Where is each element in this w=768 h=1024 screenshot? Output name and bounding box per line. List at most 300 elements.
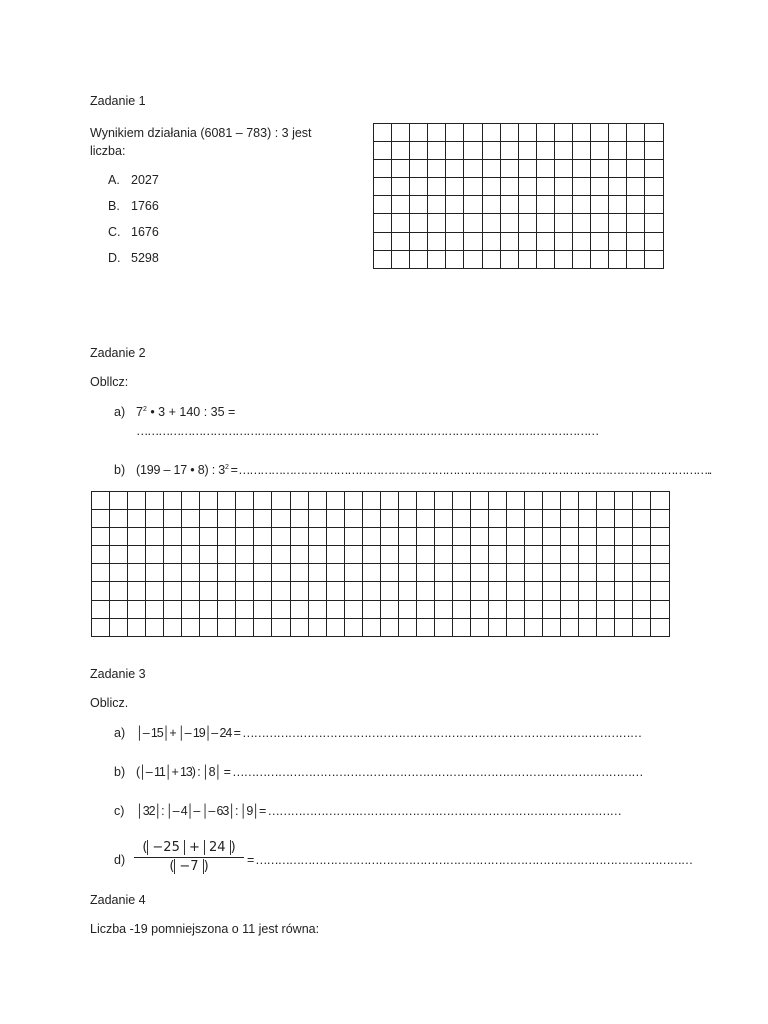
task3-item-c-expression: │32│: │– 4│– │– 63│: │9│= …………………………………………………………………………………: [136, 804, 621, 818]
grid-cell: [110, 564, 128, 582]
grid-cell: [236, 546, 254, 564]
grid-cell: [579, 510, 597, 528]
grid-cell: [645, 160, 663, 178]
grid-cell: [428, 142, 446, 160]
grid-cell: [597, 618, 615, 636]
grid-cell: [374, 160, 392, 178]
grid-cell: [615, 564, 633, 582]
task2-item-a-expression: [136, 405, 235, 419]
grid-cell: [344, 546, 362, 564]
grid-cell: [579, 546, 597, 564]
grid-cell: [410, 178, 428, 196]
grid-cell: [236, 510, 254, 528]
task4-title: Zadanie 4: [90, 893, 146, 907]
grid-cell: [609, 196, 627, 214]
grid-cell: [579, 582, 597, 600]
grid-cell: [182, 492, 200, 510]
grid-cell: [128, 618, 146, 636]
grid-cell: [290, 564, 308, 582]
grid-cell: [164, 618, 182, 636]
grid-cell: [182, 510, 200, 528]
grid-cell: [398, 618, 416, 636]
grid-cell: [110, 618, 128, 636]
grid-cell: [374, 250, 392, 268]
grid-cell: [254, 492, 272, 510]
fraction-numerator: [134, 840, 244, 858]
grid-cell: [627, 232, 645, 250]
grid-cell: [434, 564, 452, 582]
grid-cell: [507, 510, 525, 528]
grid-cell: [464, 196, 482, 214]
grid-cell: [615, 618, 633, 636]
grid-cell: [536, 142, 554, 160]
option-value-d: 5298: [131, 251, 159, 265]
grid-cell: [579, 528, 597, 546]
grid-cell: [218, 546, 236, 564]
grid-cell: [507, 618, 525, 636]
grid-cell: [362, 492, 380, 510]
grid-cell: [536, 232, 554, 250]
task1-question-line2: liczba:: [90, 144, 126, 158]
grid-cell: [110, 492, 128, 510]
grid-cell: [615, 582, 633, 600]
grid-cell: [344, 600, 362, 618]
task2-b-text: (199 – 17 • 8) : 3: [136, 463, 226, 477]
grid-cell: [591, 178, 609, 196]
grid-cell: [525, 618, 543, 636]
paren-open: (: [169, 859, 175, 874]
grid-cell: [500, 214, 518, 232]
grid-cell: [392, 232, 410, 250]
grid-cell: [645, 178, 663, 196]
grid-cell: [633, 564, 651, 582]
grid-cell: [525, 510, 543, 528]
grid-cell: [362, 600, 380, 618]
grid-cell: [416, 600, 434, 618]
grid-cell: [470, 582, 488, 600]
grid-cell: [482, 124, 500, 142]
grid-cell: [489, 564, 507, 582]
grid-cell: [446, 160, 464, 178]
grid-cell: [380, 564, 398, 582]
grid-cell: [128, 528, 146, 546]
grid-cell: [573, 178, 591, 196]
grid-cell: [518, 178, 536, 196]
grid-cell: [398, 510, 416, 528]
grid-cell: [326, 618, 344, 636]
grid-cell: [518, 232, 536, 250]
option-value-b: 1766: [131, 199, 159, 213]
grid-cell: [308, 582, 326, 600]
grid-cell: [633, 618, 651, 636]
grid-cell: [392, 160, 410, 178]
grid-cell: [482, 178, 500, 196]
grid-cell: [536, 214, 554, 232]
grid-cell: [434, 546, 452, 564]
abs-value-a: −25: [147, 840, 184, 855]
grid-cell: [110, 510, 128, 528]
grid-cell: [344, 582, 362, 600]
grid-cell: [543, 492, 561, 510]
grid-cell: [489, 618, 507, 636]
grid-cell: [500, 232, 518, 250]
grid-cell: [398, 600, 416, 618]
grid-cell: [633, 528, 651, 546]
grid-cell: [500, 160, 518, 178]
grid-cell: [236, 600, 254, 618]
grid-cell: [482, 232, 500, 250]
grid-cell: [579, 492, 597, 510]
grid-cell: [446, 250, 464, 268]
grid-cell: [500, 196, 518, 214]
grid-cell: [543, 528, 561, 546]
grid-cell: [182, 600, 200, 618]
grid-cell: [518, 124, 536, 142]
grid-cell: [597, 546, 615, 564]
grid-cell: [146, 546, 164, 564]
grid-cell: [416, 528, 434, 546]
grid-cell: [146, 510, 164, 528]
grid-cell: [392, 214, 410, 232]
grid-cell: [627, 178, 645, 196]
grid-cell: [482, 250, 500, 268]
grid-cell: [633, 582, 651, 600]
grid-cell: [452, 528, 470, 546]
grid-cell: [573, 214, 591, 232]
option-letter-a: A.: [108, 173, 120, 187]
grid-cell: [146, 528, 164, 546]
grid-cell: [410, 196, 428, 214]
grid-cell: [597, 564, 615, 582]
grid-cell: [651, 528, 669, 546]
grid-cell: [446, 142, 464, 160]
grid-cell: [609, 214, 627, 232]
grid-cell: [182, 582, 200, 600]
grid-cell: [344, 510, 362, 528]
grid-cell: [525, 528, 543, 546]
grid-cell: [554, 142, 572, 160]
grid-cell: [380, 492, 398, 510]
grid-cell: [398, 582, 416, 600]
grid-cell: [470, 618, 488, 636]
grid-cell: [489, 492, 507, 510]
task3-item-a-label: a): [114, 726, 126, 740]
grid-cell: [272, 564, 290, 582]
grid-cell: [609, 178, 627, 196]
task1-title: Zadanie 1: [90, 94, 146, 108]
grid-cell: [536, 160, 554, 178]
grid-cell: [615, 510, 633, 528]
grid-cell: [543, 582, 561, 600]
grid-cell: [446, 178, 464, 196]
grid-cell: [236, 492, 254, 510]
grid-cell: [518, 142, 536, 160]
grid-cell: [543, 546, 561, 564]
grid-cell: [525, 600, 543, 618]
grid-cell: [428, 250, 446, 268]
grid-cell: [489, 546, 507, 564]
grid-cell: [536, 250, 554, 268]
grid-cell: [428, 160, 446, 178]
grid-cell: [645, 214, 663, 232]
grid-cell: [182, 564, 200, 582]
grid-cell: [218, 618, 236, 636]
grid-cell: [308, 546, 326, 564]
grid-cell: [482, 196, 500, 214]
task3-item-a-expression: │– 15│+ │– 19│– 24 = ……………………………………………………………………………………………: [136, 726, 642, 740]
grid-cell: [597, 492, 615, 510]
grid-cell: [110, 582, 128, 600]
grid-cell: [428, 124, 446, 142]
grid-cell: [128, 492, 146, 510]
grid-cell: [128, 510, 146, 528]
grid-cell: [573, 196, 591, 214]
grid-cell: [326, 564, 344, 582]
task2-item-b-label: b): [114, 463, 126, 477]
grid-cell: [446, 124, 464, 142]
grid-cell: [410, 232, 428, 250]
grid-cell: [308, 618, 326, 636]
task2-answer-grid: [91, 491, 670, 637]
grid-cell: [554, 124, 572, 142]
grid-cell: [633, 492, 651, 510]
grid-cell: [254, 600, 272, 618]
grid-cell: [543, 510, 561, 528]
grid-cell: [536, 196, 554, 214]
grid-cell: [525, 564, 543, 582]
grid-cell: [200, 564, 218, 582]
grid-cell: [579, 600, 597, 618]
grid-cell: [200, 528, 218, 546]
grid-cell: [554, 196, 572, 214]
grid-cell: [146, 492, 164, 510]
grid-cell: [146, 600, 164, 618]
task3-item-c-label: c): [114, 804, 125, 818]
grid-cell: [428, 178, 446, 196]
grid-cell: [470, 528, 488, 546]
grid-cell: [308, 528, 326, 546]
grid-cell: [452, 600, 470, 618]
grid-cell: [561, 564, 579, 582]
grid-cell: [536, 178, 554, 196]
task3-item-d-label: d): [114, 853, 126, 867]
grid-cell: [398, 564, 416, 582]
grid-cell: [398, 546, 416, 564]
paren-open: (: [142, 840, 148, 855]
grid-cell: [597, 528, 615, 546]
grid-cell: [500, 142, 518, 160]
task1-question-line1: Wynikiem działania (6081 – 783) : 3 jest: [90, 126, 312, 140]
grid-cell: [500, 250, 518, 268]
grid-cell: [164, 528, 182, 546]
grid-cell: [374, 214, 392, 232]
grid-cell: [518, 250, 536, 268]
grid-cell: [651, 582, 669, 600]
grid-cell: [410, 250, 428, 268]
task4-question: Liczba -19 pomniejszona o 11 jest równa:: [90, 922, 320, 936]
grid-cell: [507, 546, 525, 564]
grid-cell: [609, 160, 627, 178]
grid-cell: [254, 582, 272, 600]
grid-cell: [627, 196, 645, 214]
grid-cell: [92, 618, 110, 636]
grid-cell: [645, 196, 663, 214]
grid-cell: [128, 564, 146, 582]
grid-cell: [627, 142, 645, 160]
grid-cell: [416, 582, 434, 600]
grid-cell: [164, 564, 182, 582]
grid-cell: [200, 600, 218, 618]
grid-cell: [573, 250, 591, 268]
grid-cell: [591, 214, 609, 232]
grid-cell: [146, 564, 164, 582]
grid-cell: [591, 124, 609, 142]
paren-close: ): [230, 840, 236, 855]
grid-cell: [164, 546, 182, 564]
grid-cell: [489, 600, 507, 618]
grid-cell: [507, 564, 525, 582]
grid-cell: [609, 250, 627, 268]
grid-cell: [489, 582, 507, 600]
grid-cell: [554, 160, 572, 178]
grid-cell: [452, 510, 470, 528]
grid-cell: [645, 142, 663, 160]
grid-cell: [374, 178, 392, 196]
grid-cell: [470, 564, 488, 582]
grid-cell: [543, 618, 561, 636]
grid-cell: [164, 510, 182, 528]
grid-cell: [128, 600, 146, 618]
grid-cell: [561, 492, 579, 510]
grid-cell: [651, 492, 669, 510]
grid-cell: [525, 492, 543, 510]
option-letter-d: D.: [108, 251, 121, 265]
grid-cell: [507, 492, 525, 510]
grid-cell: [591, 232, 609, 250]
grid-cell: [525, 546, 543, 564]
grid-cell: [128, 546, 146, 564]
grid-cell: [128, 582, 146, 600]
grid-cell: [597, 510, 615, 528]
grid-cell: [290, 510, 308, 528]
grid-cell: [308, 492, 326, 510]
grid-cell: [254, 618, 272, 636]
grid-cell: [218, 564, 236, 582]
grid-cell: [573, 124, 591, 142]
grid-cell: [218, 582, 236, 600]
grid-cell: [308, 510, 326, 528]
grid-cell: [380, 546, 398, 564]
task3-item-b-expression: (│– 11│+ 13) : │8│ = ………………………………………………………………………………………………: [136, 765, 643, 779]
grid-cell: [344, 492, 362, 510]
grid-cell: [651, 618, 669, 636]
grid-cell: [410, 214, 428, 232]
grid-cell: [615, 600, 633, 618]
grid-cell: [374, 142, 392, 160]
grid-cell: [272, 618, 290, 636]
grid-cell: [362, 546, 380, 564]
grid-cell: [326, 492, 344, 510]
grid-cell: [416, 618, 434, 636]
grid-cell: [200, 618, 218, 636]
grid-cell: [416, 564, 434, 582]
grid-cell: [518, 196, 536, 214]
grid-cell: [627, 124, 645, 142]
task2-item-a-label: a): [114, 405, 126, 419]
option-value-a: 2027: [131, 173, 159, 187]
grid-cell: [464, 160, 482, 178]
grid-cell: [344, 618, 362, 636]
abs-value-c: −7: [174, 859, 203, 874]
grid-cell: [561, 600, 579, 618]
grid-cell: [507, 600, 525, 618]
grid-cell: [452, 582, 470, 600]
fraction-denominator: [134, 858, 244, 874]
grid-cell: [434, 618, 452, 636]
grid-cell: [110, 600, 128, 618]
grid-cell: [110, 528, 128, 546]
grid-cell: [482, 214, 500, 232]
grid-cell: [410, 142, 428, 160]
grid-cell: [92, 510, 110, 528]
grid-cell: [434, 582, 452, 600]
grid-cell: [500, 178, 518, 196]
grid-cell: [573, 142, 591, 160]
grid-cell: [627, 160, 645, 178]
grid-cell: [416, 492, 434, 510]
task3-item-d-answer-line: = ………………………………………………………………………………………………………: [247, 853, 692, 867]
grid-cell: [470, 492, 488, 510]
grid-cell: [272, 600, 290, 618]
grid-cell: [290, 618, 308, 636]
grid-cell: [651, 546, 669, 564]
option-letter-b: B.: [108, 199, 120, 213]
grid-cell: [573, 232, 591, 250]
grid-cell: [482, 142, 500, 160]
grid-cell: [518, 160, 536, 178]
grid-cell: [579, 618, 597, 636]
grid-cell: [290, 582, 308, 600]
grid-cell: [428, 214, 446, 232]
grid-cell: [452, 492, 470, 510]
grid-cell: [272, 582, 290, 600]
task3-item-b-label: b): [114, 765, 126, 779]
task2-title: Zadanie 2: [90, 346, 146, 360]
grid-cell: [92, 546, 110, 564]
grid-cell: [392, 196, 410, 214]
grid-cell: [633, 510, 651, 528]
task3-title: Zadanie 3: [90, 667, 146, 681]
grid-cell: [326, 510, 344, 528]
grid-cell: [500, 124, 518, 142]
grid-cell: [308, 600, 326, 618]
grid-cell: [579, 564, 597, 582]
grid-cell: [146, 582, 164, 600]
grid-cell: [446, 196, 464, 214]
grid-cell: [92, 564, 110, 582]
grid-cell: [651, 600, 669, 618]
task2-instruction: Obllcz:: [90, 375, 129, 389]
grid-cell: [464, 250, 482, 268]
task2-b-exponent: 2: [225, 464, 229, 471]
grid-cell: [374, 196, 392, 214]
task2-b-rest: = …………………………………………………………………………………………………………………..: [228, 463, 711, 477]
abs-value-b: 24: [204, 840, 231, 855]
grid-cell: [182, 618, 200, 636]
grid-cell: [507, 528, 525, 546]
task3-instruction: Oblicz.: [90, 696, 129, 710]
grid-cell: [464, 214, 482, 232]
